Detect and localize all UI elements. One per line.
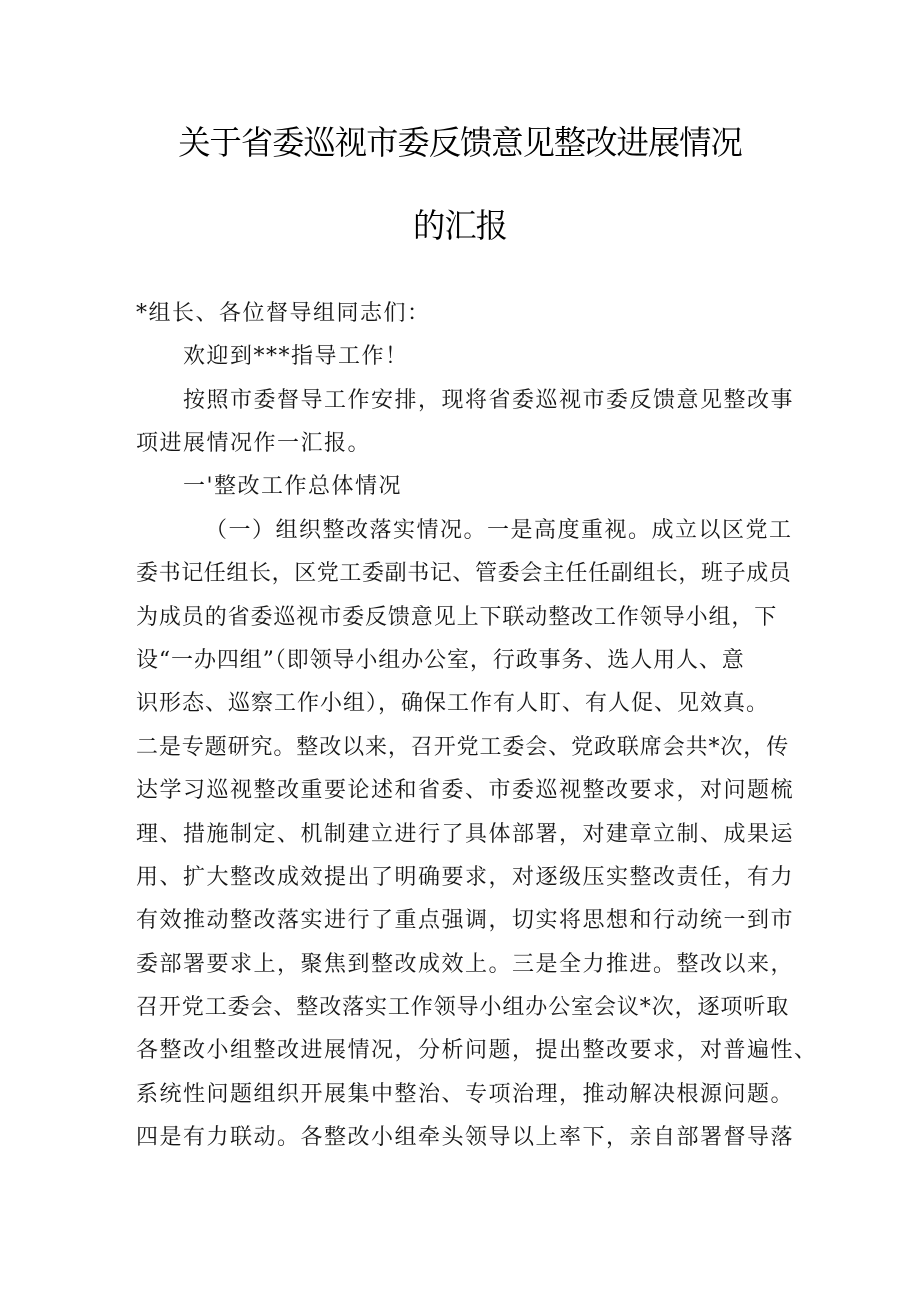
body-text-line: 理、措施制定、机制建立进行了具体部署，对建章立制、成果运 — [136, 822, 795, 847]
body-text-line: 有效推动整改落实进行了重点强调，切实将思想和行动统一到市 — [136, 908, 795, 933]
welcome-line: 欢迎到***指导工作！ — [183, 344, 409, 369]
body-text-line: 各整改小组整改进展情况，分析问题，提出整改要求，对普遍性、 — [136, 1038, 818, 1063]
body-text-line: 项进展情况作一汇报。 — [136, 431, 372, 456]
body-text-line: 二是专题研究。整改以来，召开党工委会、党政联席会共*次，传 — [136, 735, 790, 760]
body-text-line: 达学习巡视整改重要论述和省委、市委巡视整改要求，对问题梳 — [136, 778, 795, 803]
body-text-line: 委部署要求上，聚焦到整改成效上。三是全力推进。整改以来， — [136, 952, 795, 977]
body-text-line: 按照市委督导工作安排，现将省委巡视市委反馈意见整改事 — [183, 388, 795, 413]
body-text-line: 设“一办四组”（即领导小组办公室，行政事务、选人用人、意 — [136, 648, 745, 673]
body-text-line: 识形态、巡察工作小组），确保工作有人盯、有人促、见效真。 — [136, 691, 770, 716]
body-text-line: 用、扩大整改成效提出了明确要求，对逐级压实整改责任，有力 — [136, 865, 795, 890]
document-title-line-1: 关于省委巡视市委反馈意见整改进展情况 — [178, 123, 742, 162]
body-text-line: 委书记任组长，区党工委副书记、管委会主任任副组长，班子成员 — [136, 561, 792, 586]
salutation: *组长、各位督导组同志们： — [136, 301, 431, 326]
document-title-line-2: 的汇报 — [413, 206, 507, 245]
body-text-line: 系统性问题组织开展集中整治、专项治理，推动解决根源问题。 — [136, 1082, 795, 1107]
body-text-line: 为成员的省委巡视市委反馈意见上下联动整改工作领导小组，下 — [136, 605, 778, 630]
section-heading: 一'整改工作总体情况 — [183, 474, 403, 499]
subsection-heading-line: （一）组织整改落实情况。一是高度重视。成立以区党工 — [205, 518, 793, 543]
body-text-line: 四是有力联动。各整改小组牵头领导以上率下，亲自部署督导落 — [136, 1125, 795, 1150]
body-text-line: 召开党工委会、整改落实工作领导小组办公室会议*次，逐项听取 — [136, 995, 790, 1020]
